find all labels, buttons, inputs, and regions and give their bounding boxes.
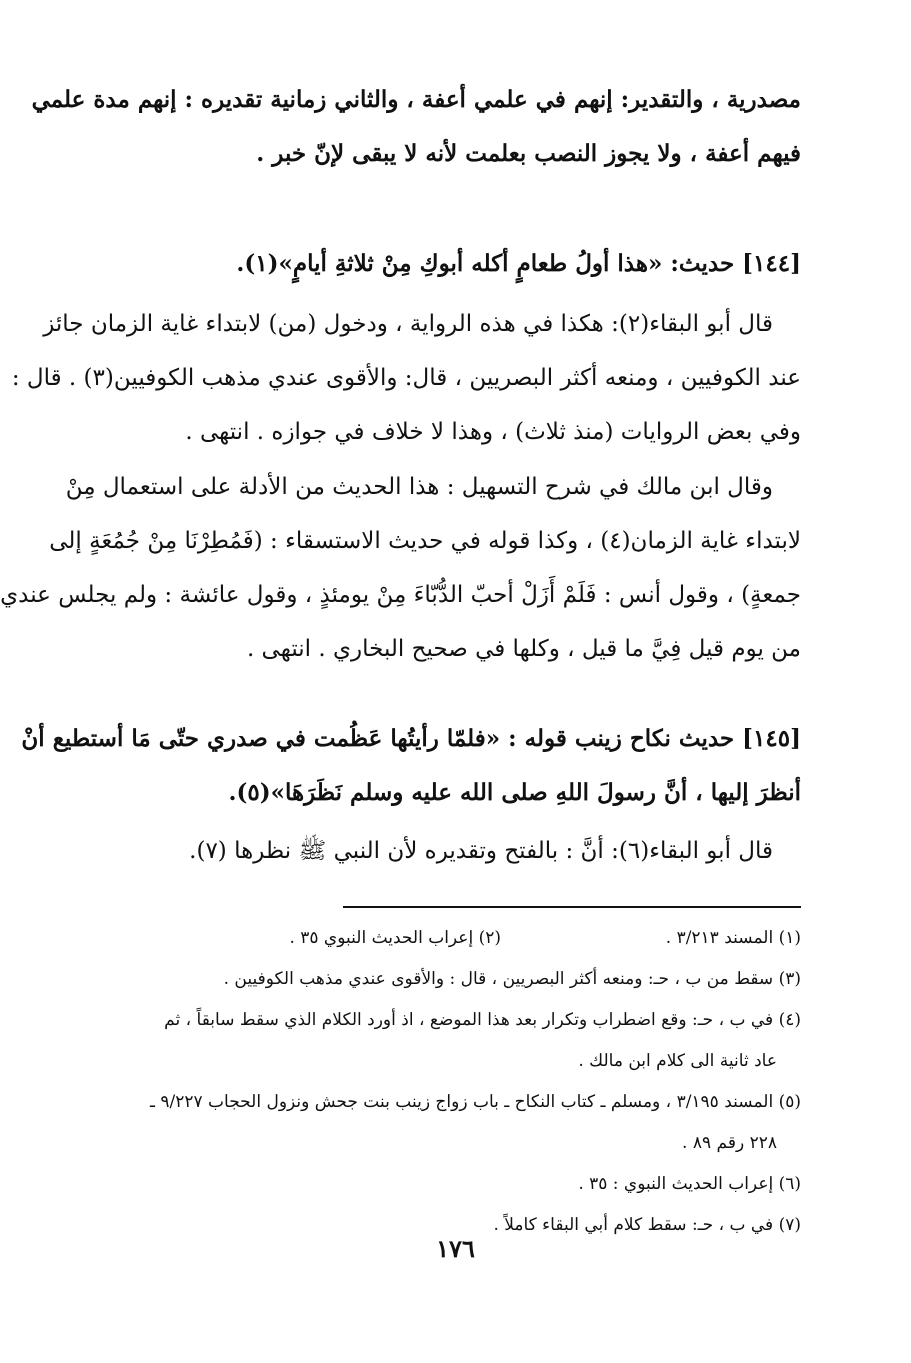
hadith-144-commentary bbox=[11, 297, 801, 459]
footnote-3: (٣) سقط من ب ، حـ: ومنعه أكثر البصريين ، قال : والأقوى عندي مذهب الكوفيين . bbox=[223, 969, 801, 989]
text-line: أنظرَ إليها ، أنَّ رسولَ اللهِ صلى الله عليه وسلم نَظَرَهَا»(٥). bbox=[228, 779, 801, 806]
footnote-2: (٢) إعراب الحديث النبوي ٣٥ . bbox=[289, 928, 501, 948]
hadith-heading: [١٤٤] حديث: «هذا أولُ طعامٍ أكله أبوكِ مِنْ ثلاثةِ أيامٍ»(١). bbox=[236, 250, 801, 277]
text-line: لابتداء غاية الزمان(٤) ، وكذا قوله في حديث الاستسقاء : (فَمُطِرْنَا مِنْ جُمُعَةٍ إلى bbox=[49, 528, 801, 554]
intro-paragraph bbox=[31, 73, 801, 181]
text-line: وفي بعض الروايات (منذ ثلاث) ، وهذا لا خلاف في جوازه . انتهى . bbox=[185, 419, 801, 445]
text-line: مصدرية ، والتقدير: إنهم في علمي أعفة ، والثاني زمانية تقديره : إنهم مدة علمي bbox=[31, 86, 801, 113]
hadith-145-heading bbox=[21, 712, 801, 820]
footnote-4-continued: عاد ثانية الى كلام ابن مالك . bbox=[578, 1051, 777, 1071]
hadith-heading: [١٤٥] حديث نكاح زينب قوله : «فلمّا رأيتُها عَظُمت في صدري حتّى مَا أستطيع أنْ bbox=[21, 725, 801, 752]
ibn-malik-paragraph bbox=[0, 460, 801, 676]
footnote-1: (١) المسند ٣/٢١٣ . bbox=[665, 928, 801, 948]
footnote-5: (٥) المسند ٣/١٩٥ ، ومسلم ـ كتاب النكاح ـ باب زواج زينب بنت جحش ونزول الحجاب ٩/٢٢٧ ـ bbox=[149, 1092, 801, 1112]
text-line: فيهم أعفة ، ولا يجوز النصب بعلمت لأنه لا يبقى لإنّ خبر . bbox=[256, 140, 801, 167]
footnotes bbox=[80, 918, 801, 1246]
text-line: قال أبو البقاء(٦): أنَّ : بالفتح وتقديره لأن النبي ﷺ نظرها (٧). bbox=[189, 838, 773, 864]
page-number: ١٧٦ bbox=[436, 1234, 475, 1263]
footnote-5-continued: ٢٢٨ رقم ٨٩ . bbox=[682, 1133, 777, 1153]
text-line: عند الكوفيين ، ومنعه أكثر البصريين ، قال: والأقوى عندي مذهب الكوفيين(٣) . قال : bbox=[11, 365, 801, 391]
footnote-row bbox=[80, 918, 801, 959]
text-line: قال أبو البقاء(٢): هكذا في هذه الرواية ، ودخول (من) لابتداء غاية الزمان جائز bbox=[43, 311, 773, 337]
text-line: وقال ابن مالك في شرح التسهيل : هذا الحديث من الأدلة على استعمال مِنْ bbox=[65, 474, 773, 500]
hadith-145-commentary bbox=[80, 824, 801, 878]
footnote-4: (٤) في ب ، حـ: وقع اضطراب وتكرار بعد هذا الموضع ، اذ أورد الكلام الذي سقط سابقاً ، ثم bbox=[164, 1010, 801, 1030]
hadith-144-heading bbox=[80, 237, 801, 291]
footnote-7: (٧) في ب ، حـ: سقط كلام أبي البقاء كاملاً . bbox=[493, 1215, 801, 1235]
text-line: جمعةٍ) ، وقول أنس : فَلَمْ أَزَلْ أحبّ الدُّبّاءَ مِنْ يومئذٍ ، وقول عائشة : ولم يجلس عندي bbox=[0, 582, 801, 608]
footnote-separator bbox=[343, 906, 801, 908]
text-line: من يوم قيل فِيَّ ما قيل ، وكلها في صحيح البخاري . انتهى . bbox=[246, 636, 801, 662]
footnote-6: (٦) إعراب الحديث النبوي : ٣٥ . bbox=[578, 1174, 801, 1194]
